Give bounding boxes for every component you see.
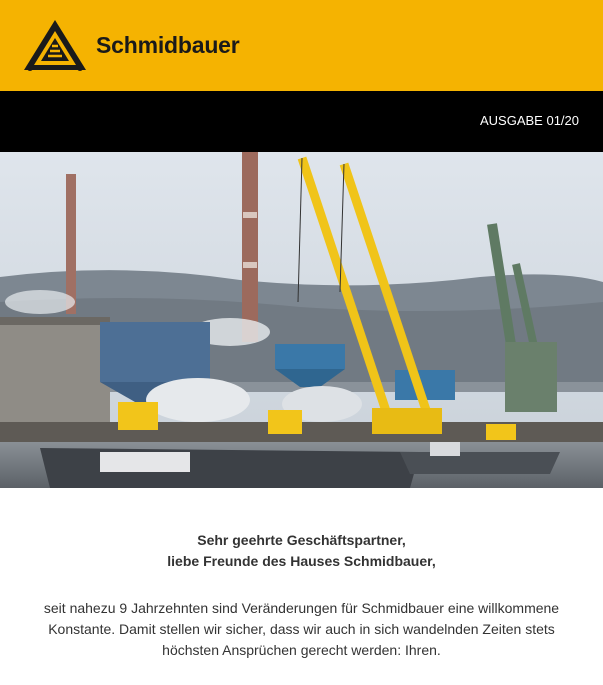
intro-section	[0, 488, 603, 685]
hero-image[interactable]	[0, 152, 603, 488]
header-bar	[0, 0, 603, 91]
greeting-line-2: liebe Freunde des Hauses Schmidbauer,	[167, 553, 436, 569]
intro-paragraph: seit nahezu 9 Jahrzehnten sind Veränderungen für Schmidbauer eine willkommene Konstante. Damit stellen wir sicher, dass wir auch in sich wandelnden Zeiten stets höchsten Ansprüchen gerecht werden: Ihren.	[43, 600, 560, 658]
greeting	[0, 530, 603, 572]
brand-name: Schmidbauer	[96, 31, 240, 58]
issue-bar	[0, 91, 603, 152]
harbor-cranes-image	[0, 152, 603, 488]
schmidbauer-logo-icon	[22, 18, 88, 72]
issue-label: AUSGABE 01/20	[480, 113, 579, 128]
brand-logo[interactable]	[22, 18, 240, 72]
greeting-line-1: Sehr geehrte Geschäftspartner,	[197, 532, 406, 548]
